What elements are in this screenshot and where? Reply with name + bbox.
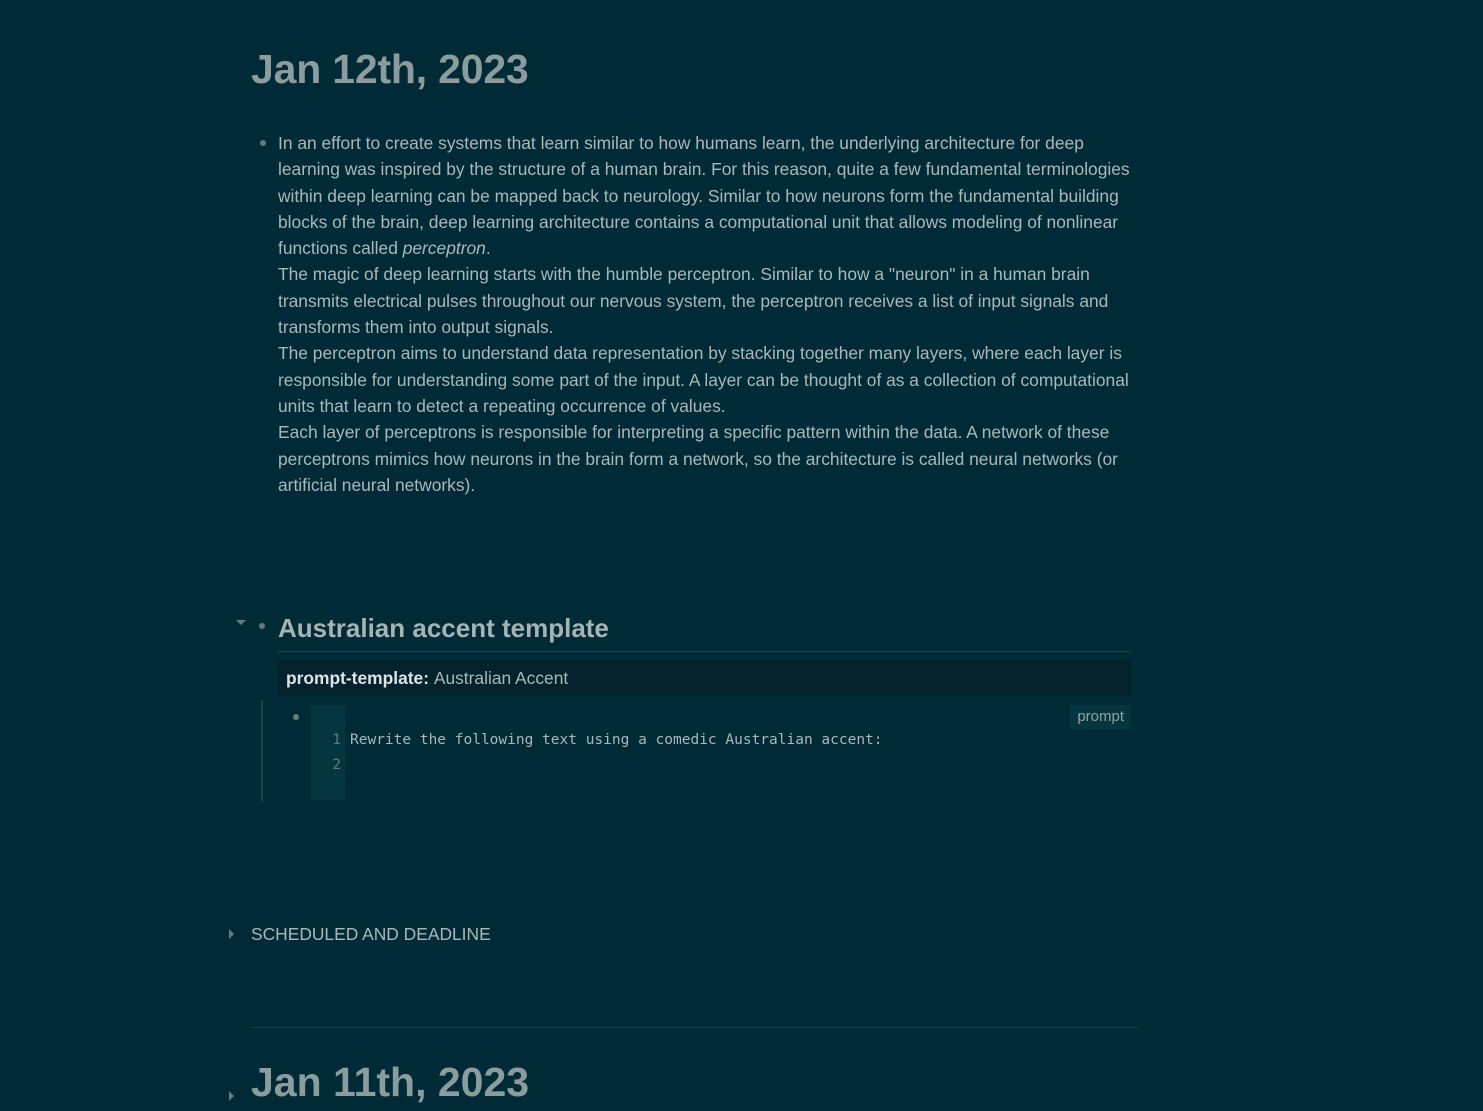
property-value[interactable]: Australian Accent xyxy=(433,668,569,688)
line-number: 1 xyxy=(332,732,341,748)
line-number-gutter xyxy=(311,705,345,800)
journal-divider xyxy=(251,1027,1138,1028)
property-key[interactable]: prompt-template xyxy=(286,668,424,688)
journal-title[interactable]: Jan 12th, 2023 xyxy=(251,46,529,92)
template-heading-block[interactable] xyxy=(230,610,1135,654)
property-separator: : xyxy=(423,668,429,688)
next-journal-title[interactable]: Jan 11th, 2023 xyxy=(251,1059,530,1105)
property-row[interactable] xyxy=(278,660,1131,696)
code-line[interactable]: Rewrite the following text using a comedic Australian accent: xyxy=(350,732,883,748)
paragraph-1-end: . xyxy=(485,238,491,259)
collapse-arrow-icon[interactable] xyxy=(236,620,246,625)
expand-arrow-icon[interactable] xyxy=(229,1091,234,1101)
property-entry xyxy=(286,660,568,696)
expand-arrow-icon[interactable] xyxy=(229,929,234,939)
scheduled-label[interactable]: SCHEDULED AND DEADLINE xyxy=(251,924,491,944)
code-language-badge[interactable]: prompt xyxy=(1070,705,1131,729)
bullet-icon[interactable] xyxy=(259,623,265,629)
children-guide-line[interactable] xyxy=(261,700,263,801)
paragraph-4: Each layer of perceptrons is responsible for interpreting a specific pattern within the data. A network of these perceptrons mimics how neurons in the brain form a network, so the architecture is called neural networks (or artificial neural networks). xyxy=(278,422,1118,495)
heading-divider xyxy=(278,651,1131,652)
paragraph-3: The perceptron aims to understand data representation by stacking together many layers, where each layer is responsible for understanding some part of the input. A layer can be thought of as a collection of computational units that learn to detect a repeating occurrence of values. xyxy=(278,343,1129,416)
perceptron-emphasis: perceptron xyxy=(402,238,486,259)
paragraph-2: The magic of deep learning starts with the humble perceptron. Similar to how a "neuron" in a human brain transmits electrical pulses throughout our nervous system, the perceptron receives a list of input signals and transforms them into output signals. xyxy=(278,264,1109,338)
paragraph-1-text: In an effort to create systems that learn similar to how humans learn, the underlying architecture for deep learning was inspired by the structure of a human brain. For this reason, quite a few fundamental terminologies within deep learning can be mapped back to neurology. Similar to how neurons form the fundamental building blocks of the brain, deep learning architecture contains a computational unit that allows modeling of nonlinear functions called xyxy=(278,133,1130,259)
code-block[interactable] xyxy=(311,705,1131,800)
template-heading[interactable]: Australian accent template xyxy=(278,613,609,643)
line-number: 2 xyxy=(332,757,341,773)
paragraph-content[interactable] xyxy=(278,130,1138,498)
bullet-icon[interactable] xyxy=(260,140,266,146)
bullet-icon[interactable] xyxy=(293,714,299,720)
paragraph-1 xyxy=(278,130,1138,261)
